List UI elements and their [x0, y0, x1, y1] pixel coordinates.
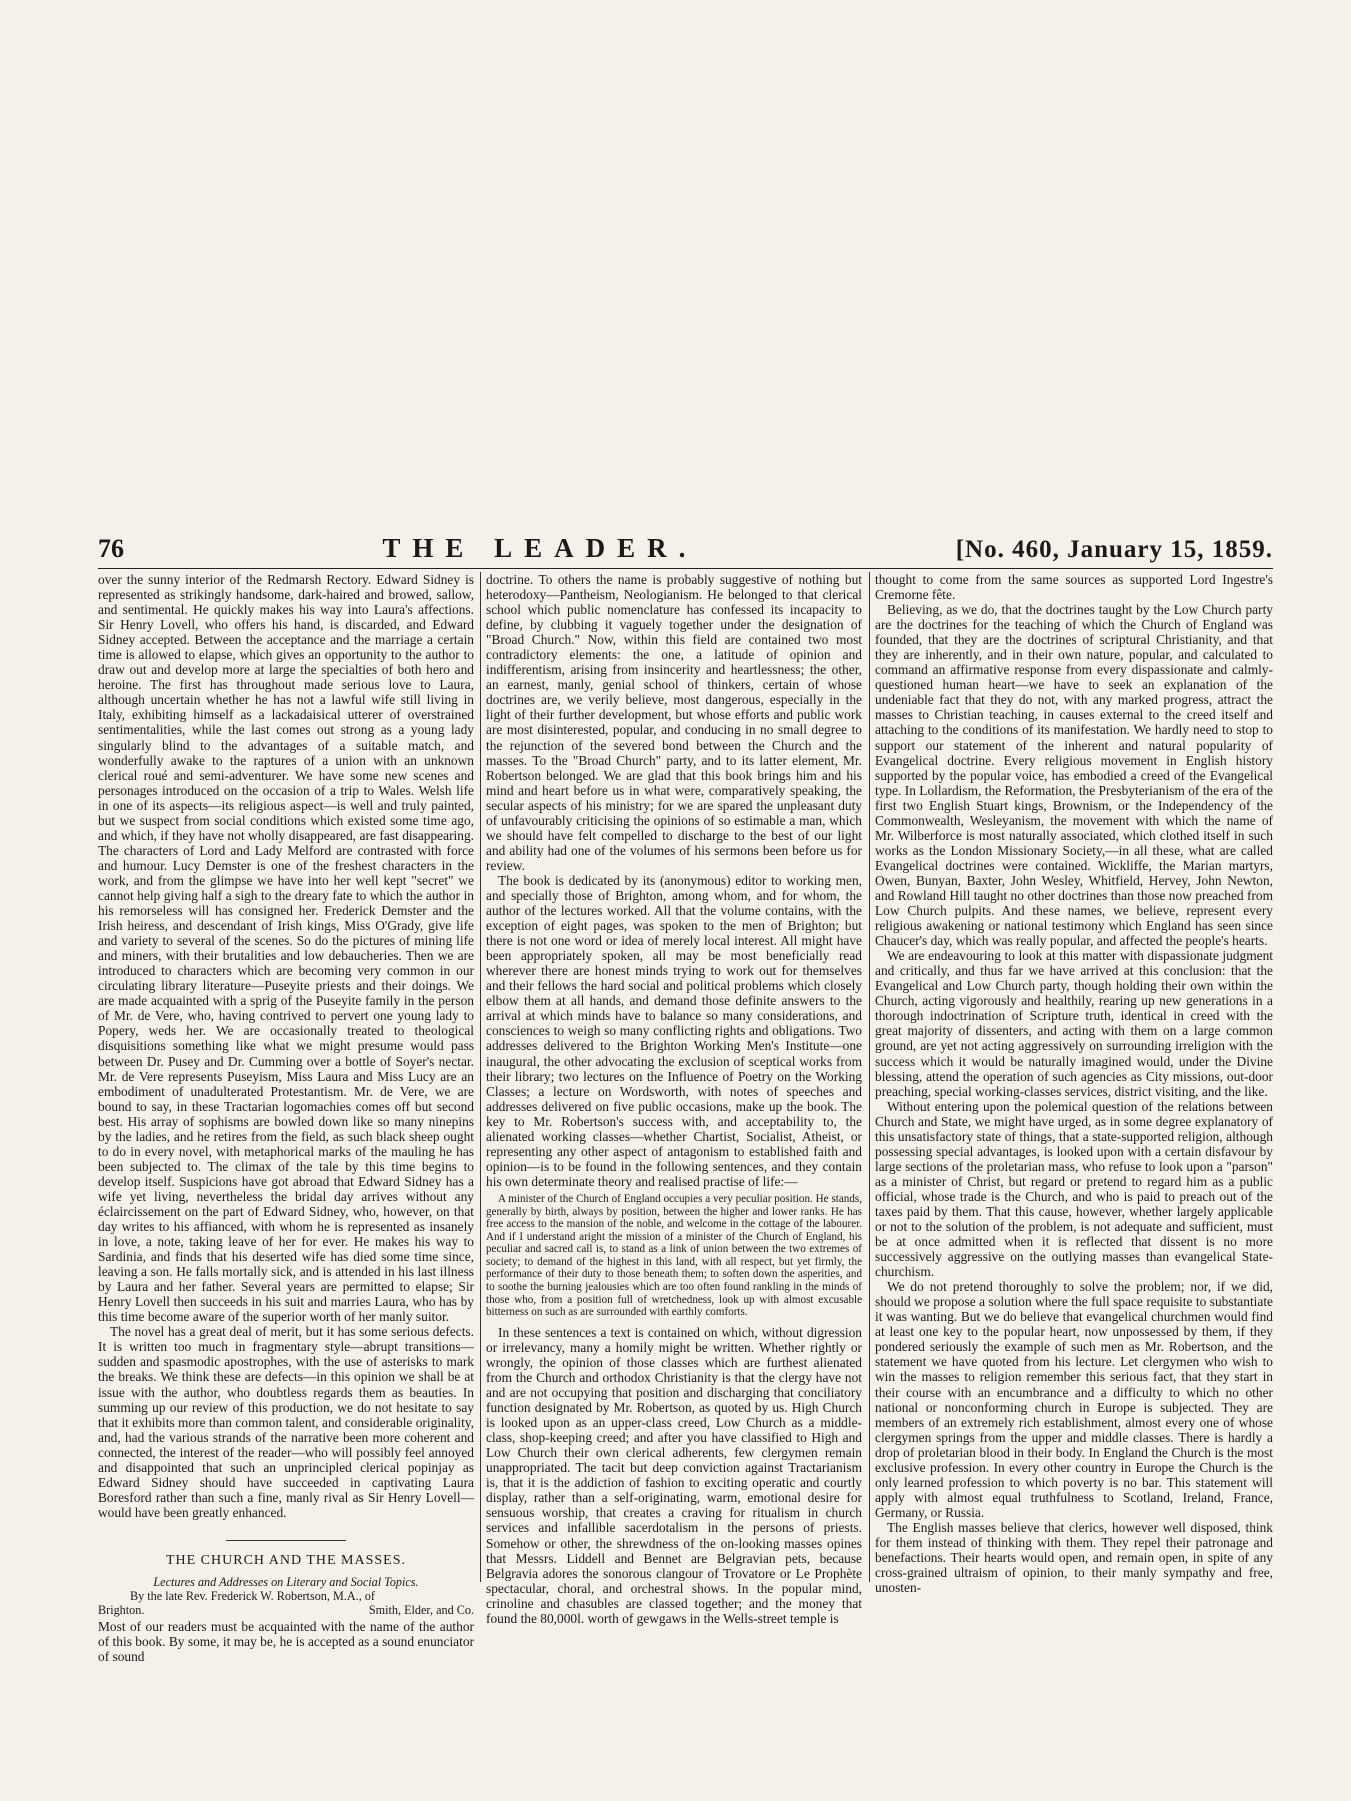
publication-line [98, 1603, 474, 1617]
paragraph: The book is dedicated by its (anonymous) editor to working men, and specially those of Brighton, among whom, and for whom, the author of the lectures worked. All that the volume contains, with the exception of eight pages, was spoken to the men of Brighton; but there is not one word or idea of merely local interest. All might have been appropriately spoken, all may be most beneficially read wherever there are honest minds trying to work out for themselves and their fellows the hard social and political problems which closely elbow them at all hands, and demand those definite answers to the arrival at which minds have to balance so many considerations, and consciences to weigh so many conflicting rights and obligations. Two addresses delivered to the Brighton Working Men's Institute—one inaugural, the other advocating the exclusion of sceptical works from their library; two lectures on the Influence of Poetry on the Working Classes; a lecture on Wordsworth, with notes of speeches and addresses delivered on five public occasions, make up the book. The key to Mr. Robertson's success with, and acceptability to, the alienated working classes—whether Chartist, Socialist, Atheist, or representing any other aspect of antagonism to established faith and opinion—is to be found in the following sentences, and they contain his own determinate theory and realised practise of life:— [486, 872, 862, 1189]
paragraph: over the sunny interior of the Redmarsh Rectory. Edward Sidney is represented as strikingly handsome, dark-haired and browed, sallow, and sentimental. He quickly makes his way into Laura's affections. Sir Henry Lovell, who offers his hand, is discarded, and Edward Sidney accepted. Between the acceptance and the marriage a certain time is allowed to elapse, which gives an opportunity to the author to draw out and develop more at large the specialties of both hero and heroine. The first has throughout made serious love to Laura, although uncertain whether he has not a lawful wife still living in Italy, exhibiting himself as a lackadaisical utterer of overstrained sentimentalities, while the last comes out strong as a young lady singularly blind to the advantages of a suitable match, and wonderfully awake to the raptures of a union with an unknown clerical roué and semi-adventurer. We have some new scenes and personages introduced on the occasion of a trip to Wales. Welsh life in one of its aspects—its religious aspect—is well and truly painted, but we suspect from social conditions which existed some time ago, and which, if they have not wholly disappeared, are fast disappearing. The characters of Lord and Lady Melford are contrasted with force and humour. Lucy Demster is one of the freshest characters in the work, and from the glimpse we have into her well kept "secret" we cannot help giving half a sigh to the dreary fate to which the author in his remorseless will has consigned her. Frederick Demster and the Irish heiress, and descendant of Irish kings, Miss O'Grady, give life and variety to several of the scenes. So do the pictures of mining life and miners, with their brutalities and low debaucheries. Then we are introduced to characters which are becoming very common in our circulating library literature—Puseyite priests and their doings. We are made acquainted with a sprig of the Puseyite family in the person of Mr. de Vere, who, having contrived to pervert one young lady to Popery, weds her. We are occasionally treated to theological disquisitions something like what we might presume would pass between Dr. Pusey and Dr. Cumming over a bottle of Soyer's nectar. Mr. de Vere represents Puseyism, Miss Laura and Miss Lucy are an embodiment of unadulterated Protestantism. Mr. de Vere, we are bound to say, in these Tractarian logomachies comes off but second best. His array of sophisms are bowled down like so many ninepins by the ladies, and he retires from the field, as such black sheep ought to do in every novel, with metaphorical marks of the mauling he has been subjected to. The climax of the tale by this time begins to develop itself. Suspicions have got abroad that Edward Sidney has a wife yet living, nevertheless the bridal day arrives without any éclaircissement on the part of Edward Sidney, who, however, on that day writes to his affianced, with whom he is represented as insanely in love, a note, taking leave of her for ever. He makes his way to Sardinia, and finds that his deserted wife has died some time since, leaving a son. He falls mortally sick, and is attended in his last illness by Laura and her father. Several years are permitted to elapse; Sir Henry Lovell then succeeds in his suit and marries Laura, who has by this time become aware of the superior worth of her manly suitor. [98, 572, 474, 1325]
publisher: Smith, Elder, and Co. [368, 1602, 474, 1617]
article-columns [98, 572, 1273, 1665]
column-3 [875, 572, 1273, 1596]
block-quote: A minister of the Church of England occupies a very peculiar position. He stands, generally by birth, always by position, between the higher and lower ranks. He has free access to the mansion of the noble, and welcome in the cottage of the labourer. And if I understand aright the mission of a minister of the Church of England, his peculiar and sacred call is, to stand as a link of union between the two extremes of society; to demand of the highest in this land, with all respect, but yet firmly, the performance of their duty to those beneath them; to soften down the asperities, and to soothe the burning jealousies which are too often found rankling in the minds of those who, from a position full of wretchedness, look up with almost excusable bitterness on such as are surrounded with earthly comforts. [486, 1192, 862, 1319]
paragraph: The English masses believe that clerics, however well disposed, think for them instead of thinking with them. They repel their patronage and benefactions. Their hearts would open, and remain open, in spite of any cross-grained ultraism of opinion, to their manly sympathy and free, unosten- [875, 1519, 1273, 1596]
section-title: THE CHURCH AND THE MASSES. [165, 1552, 407, 1568]
paragraph: Most of our readers must be acquainted with the name of the author of this book. By some, it may be, he is accepted as a sound enunciator of sound [98, 1618, 474, 1665]
column-2 [486, 572, 862, 1626]
paragraph: Believing, as we do, that the doctrines taught by the Low Church party are the doctrines for the teaching of which the Church of England was founded, that they are the doctrines of scriptural Christianity, and that they are inherently, and in their own nature, popular, and calculated to command an affirmative response from every dispassionate and calmly-questioned human heart—we have to seek an explanation of the undeniable fact that they do not, with any marked progress, attract the masses to Christian teaching, in causes external to the creed itself and attaching to the conditions of its manifestation. We hardly need to stop to support our statement of the inherent and natural popularity of Evangelical doctrine. Every religious movement in English history supported by the popular voice, has embodied a creed of the Evangelical type. In Lollardism, the Reformation, the Presbyterianism of the era of the first two English Stuart kings, Brownism, or the Independency of the Commonwealth, Wesleyanism, the movement with which the name of Mr. Wilberforce is most naturally associated, which clothed itself in such works as the London Missionary Society,—in all these, what are called Evangelical doctrines were contained. Wickliffe, the Marian martyrs, Owen, Bunyan, Baxter, John Wesley, Whitfield, Hervey, John Newton, and Rowland Hill taught no other doctrines than those now preached from Low Church pulpits. And these names, we believe, represent every religious awakening or national testimony which England has seen since Chaucer's day, which was really popular, and affected the people's hearts. [875, 602, 1273, 949]
column-divider [480, 572, 481, 1582]
paragraph: We are endeavouring to look at this matter with dispassionate judgment and critically, and thus far we have arrived at this conclusion: that the Evangelical and Low Church party, though holding their own within the Church, acting vigorously and healthily, rearing up new generations in a thorough indoctrination of Scripture truth, identical in creed with the great majority of dissenters, and acting with them on a large common ground, are yet not acting aggressively on surrounding irreligion with the success which it would be naturally imagined would, under the Divine blessing, attend the operation of such agencies as City missions, out-door preaching, special working-classes services, district visiting, and the like. [875, 948, 1273, 1099]
column-1 [98, 572, 474, 1665]
book-title: Lectures and Addresses on Literary and Social Topics. [153, 1574, 419, 1589]
publication-place: Brighton. [98, 1602, 145, 1617]
page-header [98, 533, 1273, 567]
section-divider [226, 1540, 346, 1541]
issue-line: [No. 460, January 15, 1859. [955, 536, 1273, 563]
paragraph: In these sentences a text is contained on which, without digression or irrelevancy, many a homily might be written. Whether rightly or wrongly, the opinion of those classes which are furthest alienated from the Church and orthodox Christianity is that the clergy have not and are not occupying that position and discharging that conciliatory function designated by Mr. Robertson, as quoted by us. High Church is looked upon as an upper-class creed, Low Church as a middle-class, shop-keeping creed; and after you have classified to High and Low Church their own clerical adherents, few clergymen remain unappropriated. The tacit but deep conviction against Tractarianism is, that it is the addiction of fashion to exciting operatic and courtly display, rather than a self-originating, warm, emotional desire for sensuous worship, that creates a craving for ritualism in church services and infallible sacerdotalism in the persons of priests. Somehow or other, the shrewdness of the on-looking masses opines that Messrs. Liddell and Bennet are Belgravian pets, because Belgravia adores the sonorous clangour of Trovatore or Le Prophète spectacular, choral, and orchestral shows. In the popular mind, crinoline and chasubles are classed together; and the money that found the 80,000l. worth of gewgaws in the Wells-street temple is [486, 1324, 862, 1626]
paragraph: Without entering upon the polemical question of the relations between Church and State, we might have urged, as in some degree explanatory of this unsatisfactory state of things, that a state-supported religion, although possessing special advantages, is looked upon with a certain disfavour by large sections of the proletarian mass, who refuse to look upon a "parson" as a minister of Christ, but regard or pretend to regard him as a public official, whose trade is the Church, and who is paid to preach out of the taxes paid by them. That this cause, however, whether largely applicable or not to the solution of the problem, is not adequate and sufficient, must be at once admitted when it is reflected that dissent is no more successively aggressive on the outlying masses than evangelical State-churchism. [875, 1098, 1273, 1280]
paragraph: thought to come from the same sources as supported Lord Ingestre's Cremorne fête. [875, 572, 1273, 603]
column-divider [869, 572, 870, 1582]
header-rule [98, 568, 1273, 569]
masthead-title: THE LEADER. [382, 533, 698, 563]
paragraph: doctrine. To others the name is probably suggestive of nothing but heterodoxy—Pantheism, Neologianism. He belonged to that clerical school which public nomenclature has confessed its incapacity to define, by clubbing it vaguely together under the designation of "Broad Church." Now, within this field are contained two most contradictory elements: the one, a latitude of opinion and indifferentism, arising from insincerity and heartlessness; the other, an earnest, manly, genial school of thinkers, certain of whose doctrines are, we verily believe, most dangerous, especially in the light of their further development, but whose efforts and public work are most disinterested, popular, and conducing in no small degree to the rejunction of the severed bond between the Church and the masses. To the "Broad Church" party, and to its latter element, Mr. Robertson belonged. We are glad that this book brings him and his mind and heart before us in what were, comparatively speaking, the secular aspects of his ministry; for we are spared the unpleasant duty of unfavourably criticising the opinions of so estimable a man, which we should have felt compelled to discharge to the best of our light and ability had one of the volumes of his sermons been before us for review. [486, 572, 862, 873]
book-byline: By the late Rev. Frederick W. Robertson, M.A., of [130, 1588, 375, 1603]
paragraph: The novel has a great deal of merit, but it has some serious defects. It is written too much in fragmentary style—abrupt transitions—sudden and spasmodic apostrophes, with the use of asterisks to mark the breaks. We think these are defects—in this opinion we shall be at issue with the author, who doubtless regards them as beauties. In summing up our review of this production, we do not hesitate to say that it exhibits more than common talent, and considerable originality, and, had the various strands of the narrative been more coherent and connected, the interest of the reader—who will possibly feel annoyed and disappointed that such an unprincipled clerical popinjay as Edward Sidney should have succeeded in captivating Laura Boresford rather than such a fine, manly rival as Sir Henry Lovell—would have been greatly enhanced. [98, 1324, 474, 1520]
paragraph: We do not pretend thoroughly to solve the problem; nor, if we did, should we propose a solution where the full space requisite to substantiate it was wanting. But we do believe that evangelical churchmen would find at least one key to the popular heart, now unpossessed by them, if they pondered seriously the example of such men as Mr. Robertson, and the statement we have quoted from his lecture. Let clergymen who wish to win the masses to religion remember this serious fact, that they start in their course with an encumbrance and a difficulty to which no other national or nonconforming church in Europe is subjected. They are members of an extremely rich establishment, almost every one of whose clergymen springs from the upper and middle classes. There is hardly a drop of proletarian blood in their body. In England the Church is the most exclusive profession. In every other country in Europe the Church is the only learned profession to which poverty is no bar. This statement will apply with almost equal truthfulness to Scotland, Ireland, France, Germany, or Russia. [875, 1279, 1273, 1520]
page-number: 76 [98, 534, 124, 563]
